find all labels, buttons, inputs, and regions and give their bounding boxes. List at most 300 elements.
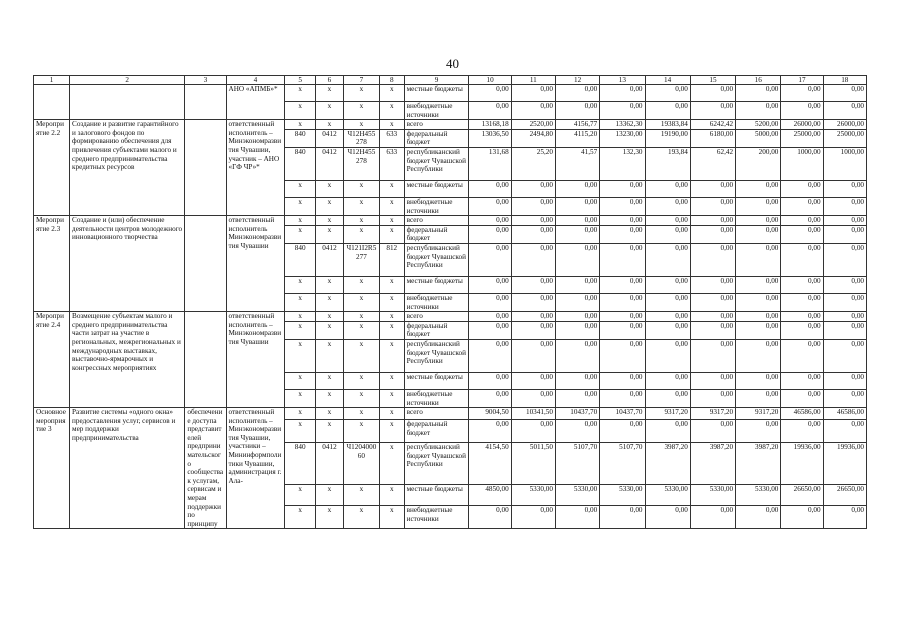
value-cell: 0,00: [511, 216, 555, 226]
csr-cell: Ч12Н455278: [343, 147, 379, 180]
value-cell: 0,00: [600, 276, 645, 293]
value-cell: 193,84: [645, 147, 690, 180]
value-cell: 0,00: [511, 506, 555, 529]
value-cell: 0,00: [555, 372, 599, 389]
value-cell: 0,00: [781, 85, 823, 102]
value-cell: 0,00: [823, 420, 866, 443]
vr-cell: x: [379, 389, 404, 407]
grbs-cell: x: [285, 420, 316, 443]
responsible-cell: ответственный исполнитель – Минэкономразвития Чувашии: [226, 312, 285, 408]
value-cell: 0,00: [690, 321, 735, 339]
value-cell: 0,00: [511, 321, 555, 339]
value-cell: 0,00: [823, 506, 866, 529]
table-row: [34, 216, 867, 226]
value-cell: 13168,18: [469, 120, 511, 130]
value-cell: 26650,00: [823, 484, 866, 505]
value-cell: 0,00: [511, 225, 555, 243]
value-cell: 0,00: [469, 339, 511, 372]
value-cell: 0,00: [690, 506, 735, 529]
vr-cell: x: [379, 484, 404, 505]
value-cell: 0,00: [781, 420, 823, 443]
measure-goal-cell: [185, 85, 226, 120]
header-cell: 5: [285, 76, 316, 85]
value-cell: 2494,80: [511, 129, 555, 147]
measure-title-cell: Развитие системы «одного окна» предоставления услуг, сервисов и мер поддержки предпринимательства: [70, 408, 185, 529]
value-cell: 0,00: [823, 216, 866, 226]
vr-cell: 633: [379, 129, 404, 147]
value-cell: 0,00: [645, 85, 690, 102]
value-cell: 6180,00: [690, 129, 735, 147]
value-cell: 19936,00: [823, 443, 866, 485]
value-cell: 0,00: [690, 339, 735, 372]
source-cell: всего: [404, 312, 469, 322]
value-cell: 0,00: [736, 506, 781, 529]
grbs-cell: x: [285, 276, 316, 293]
vr-cell: x: [379, 225, 404, 243]
csr-cell: Ч12Н455278: [343, 129, 379, 147]
grbs-cell: x: [285, 216, 316, 226]
value-cell: 0,00: [736, 180, 781, 197]
value-cell: 0,00: [690, 372, 735, 389]
value-cell: 0,00: [511, 197, 555, 215]
value-cell: 1000,00: [823, 147, 866, 180]
value-cell: 10341,50: [511, 408, 555, 420]
value-cell: 5011,50: [511, 443, 555, 485]
value-cell: 6242,42: [690, 120, 735, 130]
source-cell: республиканский бюджет Чувашской Республики: [404, 243, 469, 276]
grbs-cell: x: [285, 197, 316, 215]
value-cell: 0,00: [645, 102, 690, 120]
value-cell: 0,00: [736, 339, 781, 372]
csr-cell: Ч120400060: [343, 443, 379, 485]
value-cell: 0,00: [645, 339, 690, 372]
value-cell: 0,00: [600, 339, 645, 372]
value-cell: 0,00: [781, 506, 823, 529]
value-cell: 0,00: [469, 372, 511, 389]
header-cell: 1: [34, 76, 70, 85]
value-cell: 0,00: [781, 293, 823, 311]
value-cell: 0,00: [511, 180, 555, 197]
source-cell: местные бюджеты: [404, 180, 469, 197]
header-cell: 14: [645, 76, 690, 85]
value-cell: 0,00: [469, 243, 511, 276]
rz-cell: x: [316, 293, 344, 311]
value-cell: 0,00: [781, 389, 823, 407]
value-cell: 0,00: [690, 420, 735, 443]
responsible-cell: АНО «АПМБ»*: [226, 85, 285, 120]
value-cell: 0,00: [781, 321, 823, 339]
source-cell: внебюджетные источники: [404, 102, 469, 120]
value-cell: 5107,70: [600, 443, 645, 485]
value-cell: 46586,00: [823, 408, 866, 420]
value-cell: 10437,70: [555, 408, 599, 420]
header-row: [34, 76, 867, 85]
value-cell: 0,00: [690, 85, 735, 102]
rz-cell: x: [316, 197, 344, 215]
value-cell: 0,00: [645, 372, 690, 389]
value-cell: 0,00: [645, 293, 690, 311]
value-cell: 0,00: [555, 339, 599, 372]
value-cell: 4156,77: [555, 120, 599, 130]
value-cell: 0,00: [736, 321, 781, 339]
measure-number-cell: Мероприятие 2.2: [34, 120, 70, 216]
value-cell: 0,00: [823, 339, 866, 372]
source-cell: местные бюджеты: [404, 372, 469, 389]
value-cell: 0,00: [469, 276, 511, 293]
csr-cell: x: [343, 120, 379, 130]
rz-cell: 0412: [316, 129, 344, 147]
value-cell: 26000,00: [781, 120, 823, 130]
value-cell: 0,00: [600, 420, 645, 443]
grbs-cell: x: [285, 102, 316, 120]
csr-cell: x: [343, 293, 379, 311]
value-cell: 0,00: [736, 420, 781, 443]
value-cell: 0,00: [555, 197, 599, 215]
value-cell: 0,00: [555, 420, 599, 443]
value-cell: 0,00: [645, 216, 690, 226]
value-cell: 3987,20: [736, 443, 781, 485]
value-cell: 0,00: [690, 243, 735, 276]
value-cell: 0,00: [736, 312, 781, 322]
value-cell: 5330,00: [690, 484, 735, 505]
rz-cell: x: [316, 85, 344, 102]
csr-cell: x: [343, 321, 379, 339]
value-cell: 200,00: [736, 147, 781, 180]
value-cell: 0,00: [600, 216, 645, 226]
value-cell: 0,00: [511, 85, 555, 102]
table-row: [34, 312, 867, 322]
value-cell: 0,00: [736, 372, 781, 389]
value-cell: 0,00: [511, 243, 555, 276]
source-cell: всего: [404, 216, 469, 226]
value-cell: 13036,50: [469, 129, 511, 147]
rz-cell: x: [316, 339, 344, 372]
value-cell: 5200,00: [736, 120, 781, 130]
rz-cell: x: [316, 506, 344, 529]
value-cell: 0,00: [469, 312, 511, 322]
value-cell: 13230,00: [600, 129, 645, 147]
vr-cell: x: [379, 506, 404, 529]
rz-cell: x: [316, 120, 344, 130]
value-cell: 0,00: [555, 321, 599, 339]
source-cell: всего: [404, 120, 469, 130]
value-cell: 0,00: [781, 225, 823, 243]
value-cell: 0,00: [781, 276, 823, 293]
vr-cell: x: [379, 372, 404, 389]
value-cell: 0,00: [823, 389, 866, 407]
value-cell: 0,00: [823, 372, 866, 389]
header-cell: 17: [781, 76, 823, 85]
value-cell: 0,00: [823, 85, 866, 102]
value-cell: 0,00: [736, 293, 781, 311]
csr-cell: x: [343, 339, 379, 372]
rz-cell: x: [316, 102, 344, 120]
csr-cell: x: [343, 180, 379, 197]
value-cell: 0,00: [600, 506, 645, 529]
grbs-cell: x: [285, 293, 316, 311]
value-cell: 0,00: [823, 102, 866, 120]
vr-cell: x: [379, 408, 404, 420]
vr-cell: x: [379, 216, 404, 226]
grbs-cell: 840: [285, 129, 316, 147]
value-cell: 0,00: [736, 243, 781, 276]
value-cell: 62,42: [690, 147, 735, 180]
value-cell: 9317,20: [736, 408, 781, 420]
value-cell: 0,00: [511, 293, 555, 311]
vr-cell: x: [379, 293, 404, 311]
value-cell: 0,00: [736, 225, 781, 243]
value-cell: 0,00: [781, 197, 823, 215]
grbs-cell: x: [285, 484, 316, 505]
value-cell: 19190,00: [645, 129, 690, 147]
grbs-cell: x: [285, 85, 316, 102]
measure-goal-cell: [185, 216, 226, 312]
value-cell: 0,00: [600, 225, 645, 243]
grbs-cell: x: [285, 312, 316, 322]
value-cell: 0,00: [511, 312, 555, 322]
vr-cell: x: [379, 339, 404, 372]
header-cell: 11: [511, 76, 555, 85]
value-cell: 0,00: [781, 312, 823, 322]
measure-number-cell: Мероприятие 2.4: [34, 312, 70, 408]
rz-cell: 0412: [316, 147, 344, 180]
value-cell: 0,00: [469, 389, 511, 407]
header-cell: 3: [185, 76, 226, 85]
value-cell: 0,00: [690, 180, 735, 197]
vr-cell: 633: [379, 147, 404, 180]
source-cell: местные бюджеты: [404, 484, 469, 505]
value-cell: 0,00: [469, 197, 511, 215]
grbs-cell: x: [285, 225, 316, 243]
value-cell: 9317,20: [645, 408, 690, 420]
value-cell: 5330,00: [600, 484, 645, 505]
header-cell: 4: [226, 76, 285, 85]
vr-cell: x: [379, 276, 404, 293]
value-cell: 0,00: [469, 85, 511, 102]
measure-title-cell: [70, 85, 185, 120]
value-cell: 0,00: [690, 293, 735, 311]
header-cell: 10: [469, 76, 511, 85]
csr-cell: x: [343, 197, 379, 215]
header-cell: 9: [404, 76, 469, 85]
value-cell: 19383,84: [645, 120, 690, 130]
responsible-cell: ответственный исполнитель Минэкономразвития Чувашии: [226, 216, 285, 312]
csr-cell: x: [343, 102, 379, 120]
vr-cell: x: [379, 420, 404, 443]
value-cell: 0,00: [736, 276, 781, 293]
value-cell: 5330,00: [555, 484, 599, 505]
value-cell: 0,00: [555, 102, 599, 120]
rz-cell: x: [316, 420, 344, 443]
csr-cell: x: [343, 225, 379, 243]
value-cell: 0,00: [823, 225, 866, 243]
csr-cell: x: [343, 389, 379, 407]
value-cell: 0,00: [781, 216, 823, 226]
value-cell: 0,00: [469, 293, 511, 311]
value-cell: 0,00: [781, 180, 823, 197]
value-cell: 0,00: [600, 293, 645, 311]
value-cell: 0,00: [555, 216, 599, 226]
value-cell: 0,00: [823, 276, 866, 293]
value-cell: 0,00: [469, 102, 511, 120]
value-cell: 0,00: [645, 312, 690, 322]
value-cell: 5330,00: [645, 484, 690, 505]
value-cell: 0,00: [781, 243, 823, 276]
value-cell: 0,00: [823, 293, 866, 311]
value-cell: 25000,00: [823, 129, 866, 147]
source-cell: внебюджетные источники: [404, 293, 469, 311]
rz-cell: 0412: [316, 443, 344, 485]
grbs-cell: x: [285, 180, 316, 197]
responsible-cell: ответственный исполнитель – Минэкономразвития Чувашии, участники – Мининформполитики Чувашии, администрация г. Ала-: [226, 408, 285, 529]
measure-number-cell: Мероприятие 2.3: [34, 216, 70, 312]
source-cell: федеральный бюджет: [404, 321, 469, 339]
value-cell: 0,00: [469, 321, 511, 339]
header-cell: 7: [343, 76, 379, 85]
table-row: [34, 85, 867, 102]
value-cell: 0,00: [555, 506, 599, 529]
value-cell: 5330,00: [511, 484, 555, 505]
value-cell: 0,00: [469, 216, 511, 226]
value-cell: 0,00: [645, 197, 690, 215]
budget-table: [33, 75, 867, 529]
value-cell: 4154,50: [469, 443, 511, 485]
value-cell: 4115,20: [555, 129, 599, 147]
value-cell: 13362,30: [600, 120, 645, 130]
value-cell: 0,00: [511, 372, 555, 389]
csr-cell: x: [343, 484, 379, 505]
csr-cell: x: [343, 216, 379, 226]
header-cell: 16: [736, 76, 781, 85]
grbs-cell: 840: [285, 443, 316, 485]
value-cell: 0,00: [600, 102, 645, 120]
value-cell: 0,00: [600, 321, 645, 339]
page-number: 40: [446, 56, 459, 71]
value-cell: 0,00: [690, 225, 735, 243]
rz-cell: x: [316, 276, 344, 293]
value-cell: 26650,00: [781, 484, 823, 505]
value-cell: 0,00: [600, 389, 645, 407]
measure-goal-cell: [185, 120, 226, 216]
grbs-cell: 840: [285, 147, 316, 180]
value-cell: 0,00: [736, 85, 781, 102]
value-cell: 0,00: [823, 180, 866, 197]
value-cell: 0,00: [645, 321, 690, 339]
value-cell: 0,00: [511, 339, 555, 372]
header-cell: 2: [70, 76, 185, 85]
value-cell: 0,00: [823, 197, 866, 215]
value-cell: 0,00: [600, 197, 645, 215]
csr-cell: x: [343, 276, 379, 293]
header-cell: 6: [316, 76, 344, 85]
vr-cell: x: [379, 85, 404, 102]
value-cell: 0,00: [469, 180, 511, 197]
value-cell: 0,00: [645, 389, 690, 407]
value-cell: 0,00: [600, 312, 645, 322]
rz-cell: x: [316, 312, 344, 322]
source-cell: республиканский бюджет Чувашской Республики: [404, 339, 469, 372]
value-cell: 0,00: [736, 197, 781, 215]
value-cell: 0,00: [690, 276, 735, 293]
source-cell: всего: [404, 408, 469, 420]
source-cell: внебюджетные источники: [404, 197, 469, 215]
grbs-cell: x: [285, 120, 316, 130]
value-cell: 0,00: [555, 85, 599, 102]
rz-cell: x: [316, 321, 344, 339]
vr-cell: x: [379, 321, 404, 339]
value-cell: 25000,00: [781, 129, 823, 147]
csr-cell: x: [343, 408, 379, 420]
measure-number-cell: Основное мероприятие 3: [34, 408, 70, 529]
value-cell: 0,00: [600, 372, 645, 389]
value-cell: 0,00: [736, 389, 781, 407]
rz-cell: x: [316, 389, 344, 407]
measure-goal-cell: обеспечение доступа представителей предпринимательского сообщества к услугам, сервисам и мерам поддержки по принципу: [185, 408, 226, 529]
vr-cell: x: [379, 197, 404, 215]
value-cell: 0,00: [600, 243, 645, 276]
value-cell: 46586,00: [781, 408, 823, 420]
value-cell: 5000,00: [736, 129, 781, 147]
grbs-cell: x: [285, 389, 316, 407]
value-cell: 0,00: [781, 102, 823, 120]
value-cell: 0,00: [555, 243, 599, 276]
rz-cell: x: [316, 180, 344, 197]
vr-cell: x: [379, 443, 404, 485]
value-cell: 25,20: [511, 147, 555, 180]
rz-cell: x: [316, 484, 344, 505]
value-cell: 9317,20: [690, 408, 735, 420]
rz-cell: x: [316, 225, 344, 243]
value-cell: 0,00: [823, 312, 866, 322]
value-cell: 0,00: [690, 216, 735, 226]
measure-title-cell: Создание и (или) обеспечение деятельности центров молодежного инновационного творчества: [70, 216, 185, 312]
vr-cell: x: [379, 120, 404, 130]
value-cell: 0,00: [469, 225, 511, 243]
value-cell: 5330,00: [736, 484, 781, 505]
responsible-cell: ответственный исполнитель – Минэкономразвития Чувашии, участник – АНО «ГФ ЧР»*: [226, 120, 285, 216]
csr-cell: x: [343, 85, 379, 102]
value-cell: 0,00: [690, 389, 735, 407]
value-cell: 131,68: [469, 147, 511, 180]
grbs-cell: x: [285, 408, 316, 420]
value-cell: 0,00: [511, 420, 555, 443]
source-cell: федеральный бюджет: [404, 225, 469, 243]
value-cell: 0,00: [555, 276, 599, 293]
value-cell: 0,00: [645, 225, 690, 243]
measure-number-cell: [34, 85, 70, 120]
value-cell: 0,00: [469, 506, 511, 529]
value-cell: 19936,00: [781, 443, 823, 485]
value-cell: 1000,00: [781, 147, 823, 180]
source-cell: республиканский бюджет Чувашской Республики: [404, 443, 469, 485]
value-cell: 0,00: [781, 372, 823, 389]
value-cell: 0,00: [645, 420, 690, 443]
measure-goal-cell: [185, 312, 226, 408]
header-cell: 13: [600, 76, 645, 85]
csr-cell: Ч121I2R5277: [343, 243, 379, 276]
value-cell: 3987,20: [690, 443, 735, 485]
value-cell: 9004,50: [469, 408, 511, 420]
value-cell: 0,00: [555, 312, 599, 322]
value-cell: 0,00: [823, 243, 866, 276]
source-cell: федеральный бюджет: [404, 420, 469, 443]
grbs-cell: x: [285, 321, 316, 339]
value-cell: 41,57: [555, 147, 599, 180]
rz-cell: x: [316, 372, 344, 389]
value-cell: 0,00: [645, 180, 690, 197]
value-cell: 4850,00: [469, 484, 511, 505]
vr-cell: x: [379, 180, 404, 197]
